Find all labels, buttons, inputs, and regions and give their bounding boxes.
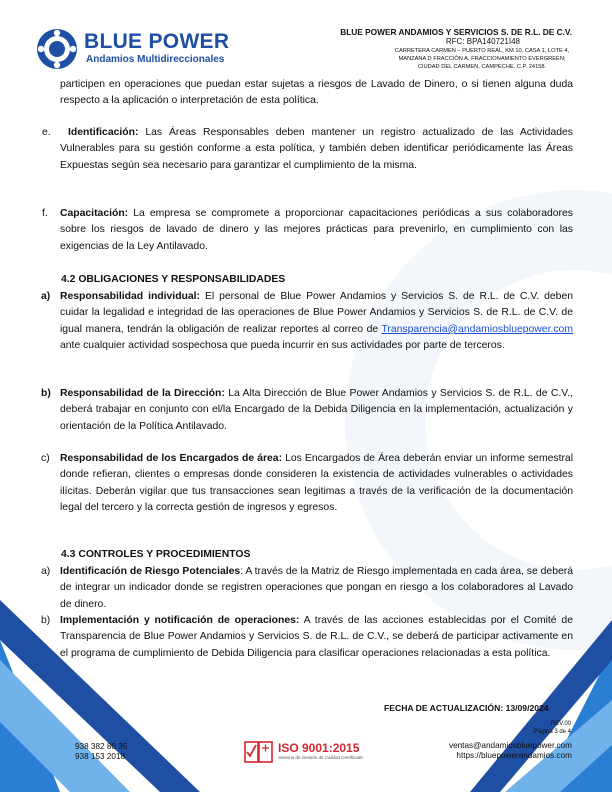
contact-info — [449, 741, 572, 761]
s42-a-text: El personal de Blue Power Andamios y Servicios S. de R.L. de C.V. deben cuidar la legalidad e integridad de las operaciones de Blue Power Andamios y Servicios S. de R.L. de C.V. de igual manera, tendrán la obligación de realizar reportes al correo de — [60, 291, 574, 335]
logo-subtitle: Andamios Multidireccionales — [86, 54, 225, 65]
logo-title: BLUE POWER — [84, 30, 230, 53]
s42-a-marker: a) — [41, 291, 51, 302]
s42-c-paragraph — [60, 451, 573, 517]
revision-info — [534, 720, 571, 736]
s43-b-paragraph — [60, 613, 573, 662]
s42-b-title: Responsabilidad de la Dirección: — [60, 388, 225, 399]
s42-a-title: Responsabilidad individual: — [60, 291, 201, 302]
intro-paragraph: participen en operaciones que puedan estar sujetas a riesgos de Lavado de Dinero, o si tienen alguna duda respecto a la aplicación o interpretación de esta política. — [60, 79, 573, 107]
s43-a-paragraph — [60, 564, 573, 613]
s43-a-marker: a) — [41, 566, 51, 577]
s42-b-text: La Alta Dirección de Blue Power Andamios y Servicios S. de R.L. de C.V., deberá trabajar en conjunto con el/la Encargado de la Debida Diligencia en la implementación, actualización y orientación de la Política Antilavado. — [60, 388, 573, 432]
s43-b-marker: b) — [41, 615, 51, 626]
contact-website[interactable]: https://bluepowerandamios.com — [456, 751, 572, 760]
iso-subtitle: Sistema de Gestión de Calidad Certificado — [278, 755, 363, 760]
s42-b-paragraph — [60, 386, 573, 435]
s42-c-marker: c) — [41, 453, 50, 464]
s42-c-title: Responsabilidad de los Encargados de área: — [60, 453, 283, 464]
address-line: MANZANA D FRACCIÓN A, FRACCIONAMIENTO EVERGREEN; — [398, 56, 566, 63]
section-4-3-heading: 4.3 CONTROLES Y PROCEDIMIENTOS — [61, 549, 251, 560]
item-f-paragraph — [60, 206, 573, 255]
update-date: FECHA DE ACTUALIZACIÓN: 13/09/2024 — [384, 703, 549, 713]
address-line: CARRETERA CARMEN – PUERTO REAL, KM 10, CASA 1, LOTE 4, — [394, 48, 570, 54]
s43-b-text: A través de las acciones establecidas por el Comité de Transparencia de Blue Power Andamios y Servicios S. de R.L. de C.V., se deberá de participar activamente en el programa de cumplimiento de Debida Diligencia para clasificar operaciones relacionadas a esta política. — [60, 615, 573, 659]
item-e-paragraph — [60, 125, 573, 174]
item-e-title: Identificación: — [68, 127, 139, 138]
transparencia-email-link[interactable]: Transparencia@andamiosbluepower.com — [381, 323, 573, 335]
item-e-text: Las Áreas Responsables deben mantener un registro actualizado de las Actividades Vulnerables para su gestión conforme a esta política, y también deben identificar periódicamente las Áreas Expuestas según sea necesario para garantizar el cumplimiento de la misma. — [60, 127, 573, 171]
iso-title: ISO 9001:2015 — [278, 741, 360, 755]
company-name: BLUE POWER ANDAMIOS Y SERVICIOS S. DE R.L. DE C.V. — [340, 27, 572, 37]
contact-email[interactable]: ventas@andamiosbluepower.com — [448, 741, 572, 750]
section-4-2-heading: 4.2 OBLIGACIONES Y RESPONSABILIDADES — [61, 274, 286, 285]
revision-number: REV.00 — [550, 721, 571, 727]
logo-icon — [36, 28, 78, 70]
s42-c-text: Los Encargados de Área deberán enviar un informe semestral donde refieran, clientes o empresas donde consideren la existencia de actividades vulnerables o actividades ilícitas. Deberán vigilar que tus transacciones sean legitimas a través de la verificación de la documentación legal del tercero y la correcta gestión de ingresos y egresos. — [60, 453, 574, 514]
s43-a-title: Identificación de Riesgo Potenciales — [60, 566, 241, 577]
item-e-marker: e. — [42, 127, 51, 138]
company-info — [282, 27, 572, 72]
item-f-marker: f. — [42, 208, 48, 219]
address-line: CIUDAD DEL CARMEN, CAMPECHE. C.P. 24158. — [417, 64, 547, 71]
item-f-text: La empresa se compromete a proporcionar capacitaciones periódicas a sus colaboradores sobre los riesgos de lavado de dinero y las mejores prácticas para prevenirlo, en cumplimiento con las exigencias de la Ley Antilavado. — [60, 208, 573, 252]
phone-number[interactable]: 938 153 2018 — [75, 752, 126, 761]
iso-badge — [244, 741, 374, 763]
phone-number[interactable]: 938 382 80 35 — [75, 742, 128, 751]
s42-a-text-end: ante cualquier actividad sospechosa que pueda incurrir en sus actividades por parte de terceros. — [60, 340, 505, 352]
s42-b-marker: b) — [41, 388, 51, 399]
iso-certificate-icon — [244, 741, 274, 763]
s43-b-title: Implementación y notificación de operaciones: — [60, 615, 300, 626]
company-rfc: RFC: BPA140721I48 — [445, 37, 520, 46]
s42-a-paragraph — [60, 289, 573, 355]
page-number: Página 3 de 4 — [533, 729, 571, 735]
item-f-title: Capacitación: — [60, 208, 129, 219]
s43-a-text: : A través de la Matriz de Riesgo implementada en cada área, se deberá de integrar un indicador donde se registren operaciones que pongan en riesgo a los colaboradores al Lavado de dinero. — [60, 566, 573, 610]
phone-numbers — [75, 742, 127, 762]
